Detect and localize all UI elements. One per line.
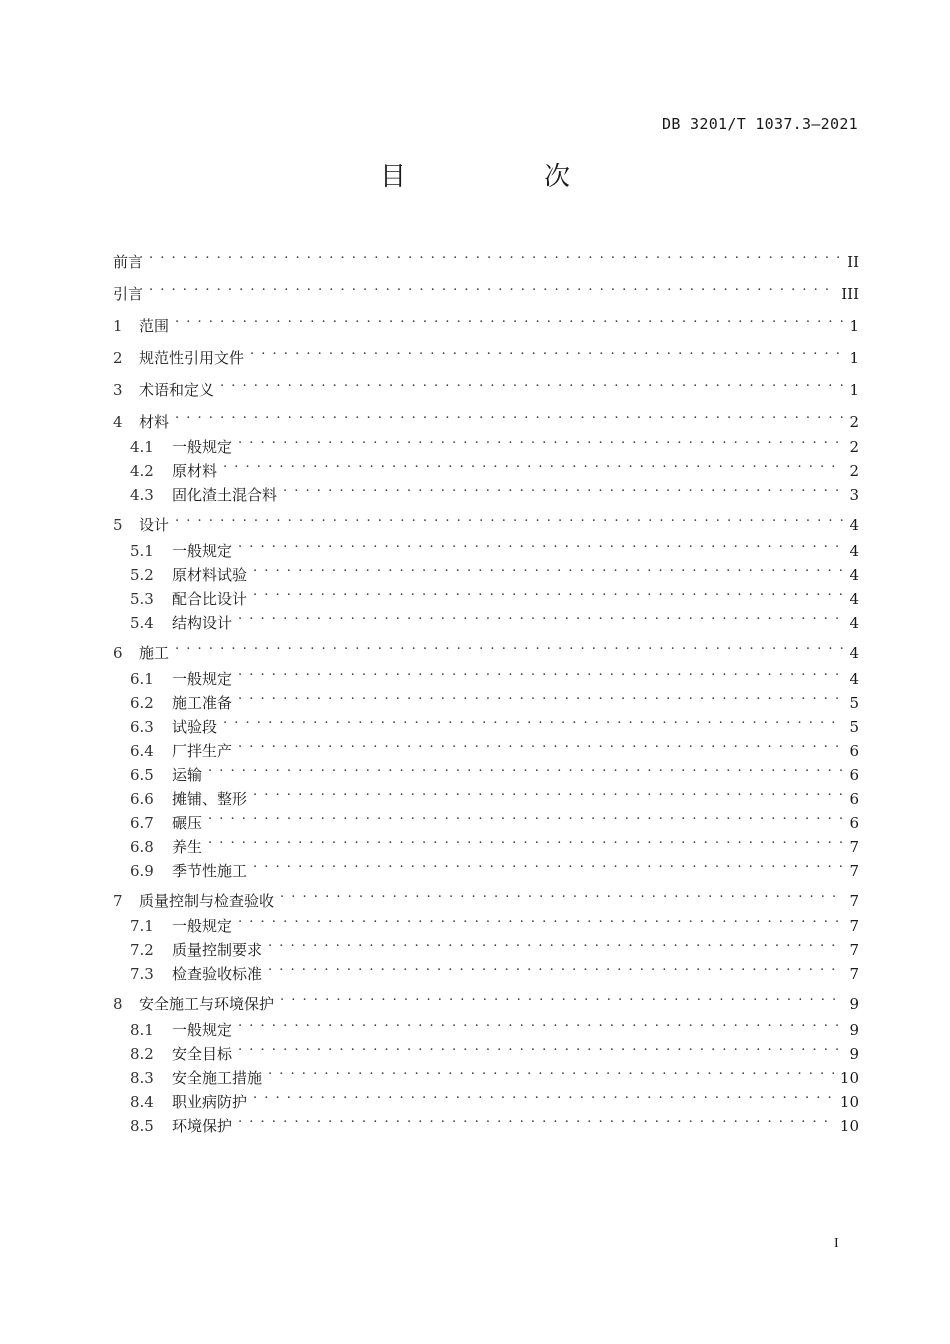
toc-entry-number: 6 [113,644,123,662]
toc-entry[interactable] [113,882,859,910]
toc-leader-dots [253,852,843,876]
toc-entry-page: 9 [849,995,859,1013]
toc-entry-number: 1 [113,317,123,335]
toc-entry-label: 施工准备 [172,694,233,712]
toc-entry-page: 6 [849,790,859,808]
toc-leader-dots [175,634,843,658]
toc-leader-dots [175,506,843,530]
toc-entry-label: 设计 [139,516,170,534]
toc-entry-page: 4 [849,566,859,584]
toc-entry[interactable] [113,604,859,632]
toc-leader-dots [238,732,843,756]
toc-entry-label: 养生 [172,838,203,856]
toc-entry[interactable] [113,955,859,983]
toc-entry-number: 7 [113,892,123,910]
toc-leader-dots [283,476,843,500]
toc-entry-label: 检查验收标准 [172,965,263,983]
toc-leader-dots [250,339,843,363]
toc-entry[interactable] [113,780,859,808]
toc-entry[interactable] [113,307,859,335]
page-number: I [834,1236,839,1251]
toc-leader-dots [268,1059,834,1083]
toc-entry-number: 6.2 [130,694,154,712]
toc-entry[interactable] [113,339,859,367]
toc-entry[interactable] [113,931,859,959]
toc-entry-label: 固化渣土混合料 [172,486,278,504]
toc-leader-dots [220,371,843,395]
toc-leader-dots [280,882,843,906]
toc-entry[interactable] [113,1059,859,1087]
toc-entry[interactable] [113,275,859,303]
toc-entry-number: 6.3 [130,718,154,736]
toc-entry-page: 6 [849,742,859,760]
toc-entry[interactable] [113,580,859,608]
toc-entry-page: 4 [849,590,859,608]
toc-entry[interactable] [113,852,859,880]
toc-leader-dots [238,428,843,452]
toc-entry-label: 一般规定 [172,1021,233,1039]
toc-entry-number: 7.2 [130,941,154,959]
toc-entry[interactable] [113,532,859,560]
toc-entry-label: 厂拌生产 [172,742,233,760]
standard-code: DB 3201/T 1037.3—2021 [662,115,858,133]
toc-entry-page: 4 [849,670,859,688]
toc-entry[interactable] [113,1083,859,1111]
toc-entry-page: 2 [849,413,859,431]
toc-entry[interactable] [113,634,859,662]
toc-leader-dots [280,985,843,1009]
toc-entry-label: 术语和定义 [139,381,215,399]
toc-leader-dots [149,275,835,299]
toc-leader-dots [208,828,843,852]
toc-entry-page: 10 [839,1117,859,1135]
toc-entry-page: II [847,253,859,271]
toc-entry-label: 一般规定 [172,670,233,688]
toc-leader-dots [208,804,843,828]
toc-leader-dots [253,580,843,604]
toc-entry-label: 原材料 [172,462,218,480]
toc-entry-label: 一般规定 [172,542,233,560]
toc-entry-page: 4 [849,614,859,632]
toc-entry-page: 2 [849,462,859,480]
toc-entry-page: 6 [849,814,859,832]
toc-entry-number: 8.2 [130,1045,154,1063]
toc-leader-dots [238,532,843,556]
toc-entry-number: 6.5 [130,766,154,784]
toc-leader-dots [253,1083,834,1107]
toc-entry-page: 2 [849,438,859,456]
toc-entry[interactable] [113,506,859,534]
toc-entry-label: 规范性引用文件 [139,349,245,367]
toc-leader-dots [238,684,843,708]
toc-leader-dots [238,604,843,628]
toc-entry-number: 2 [113,349,123,367]
toc-leader-dots [238,1011,843,1035]
toc-entry-label: 引言 [113,285,144,303]
toc-entry-number: 5.3 [130,590,154,608]
toc-entry[interactable] [113,732,859,760]
toc-entry-label: 结构设计 [172,614,233,632]
toc-entry-number: 7.3 [130,965,154,983]
toc-entry-number: 4.1 [130,438,154,456]
toc-entry[interactable] [113,476,859,504]
toc-entry-label: 摊铺、整形 [172,790,248,808]
toc-entry-label: 施工 [139,644,170,662]
toc-entry-number: 5.4 [130,614,154,632]
toc-entry-number: 3 [113,381,123,399]
toc-leader-dots [223,708,843,732]
toc-entry-page: 3 [849,486,859,504]
toc-entry-page: 5 [849,718,859,736]
toc-entry-label: 试验段 [172,718,218,736]
toc-entry[interactable] [113,1035,859,1063]
toc-leader-dots [253,780,843,804]
toc-leader-dots [175,403,843,427]
toc-entry-number: 8 [113,995,123,1013]
toc-entry[interactable] [113,907,859,935]
toc-entry-page: 1 [849,349,859,367]
toc-entry-page: 1 [849,317,859,335]
toc-leader-dots [175,307,843,331]
toc-leader-dots [208,756,843,780]
toc-leader-dots [223,452,843,476]
toc-entry-page: 4 [849,542,859,560]
toc-entry-number: 6.4 [130,742,154,760]
toc-entry-label: 质量控制与检查验收 [139,892,275,910]
toc-entry[interactable] [113,371,859,399]
toc-leader-dots [149,243,841,267]
toc-entry-label: 季节性施工 [172,862,248,880]
toc-entry-number: 6.7 [130,814,154,832]
toc-leader-dots [268,955,843,979]
page-title: 目 次 [379,162,626,192]
toc-entry[interactable] [113,403,859,431]
toc-entry-label: 一般规定 [172,438,233,456]
toc-entry[interactable] [113,985,859,1013]
toc-entry-number: 4.2 [130,462,154,480]
toc-entry-number: 5.2 [130,566,154,584]
toc-entry[interactable] [113,556,859,584]
toc-entry[interactable] [113,684,859,712]
toc-leader-dots [238,1035,843,1059]
toc-entry-label: 质量控制要求 [172,941,263,959]
toc-entry-page: 7 [849,941,859,959]
toc-entry-number: 4 [113,413,123,431]
toc-entry[interactable] [113,452,859,480]
toc-leader-dots [253,556,843,580]
toc-entry-page: 4 [849,644,859,662]
toc-entry[interactable] [113,804,859,832]
toc-entry[interactable] [113,428,859,456]
toc-entry-label: 范围 [139,317,170,335]
toc-entry-label: 配合比设计 [172,590,248,608]
toc-entry-label: 碾压 [172,814,203,832]
toc-entry-page: 9 [849,1045,859,1063]
toc-entry-label: 材料 [139,413,170,431]
toc-entry-label: 安全施工措施 [172,1069,263,1087]
toc-entry-number: 8.5 [130,1117,154,1135]
toc-entry-page: 5 [849,694,859,712]
toc-entry-number: 6.1 [130,670,154,688]
toc-entry-page: III [841,285,859,303]
toc-entry[interactable] [113,1107,859,1135]
toc-entry[interactable] [113,660,859,688]
toc-leader-dots [238,660,843,684]
toc-entry-page: 1 [849,381,859,399]
toc-leader-dots [238,1107,834,1131]
toc-entry-page: 9 [849,1021,859,1039]
toc-entry[interactable] [113,708,859,736]
toc-entry-number: 5.1 [130,542,154,560]
toc-entry-label: 前言 [113,253,144,271]
toc-entry-number: 8.4 [130,1093,154,1111]
toc-entry-number: 8.1 [130,1021,154,1039]
toc-entry-number: 4.3 [130,486,154,504]
toc-entry-label: 安全施工与环境保护 [139,995,275,1013]
toc-entry-page: 7 [849,892,859,910]
toc-entry-page: 10 [839,1069,859,1087]
toc-entry-page: 7 [849,862,859,880]
toc-entry-page: 6 [849,766,859,784]
toc-entry-page: 7 [849,917,859,935]
toc-entry-page: 7 [849,838,859,856]
toc-entry-label: 原材料试验 [172,566,248,584]
toc-entry-label: 职业病防护 [172,1093,248,1111]
toc-leader-dots [268,931,843,955]
toc-leader-dots [238,907,843,931]
toc-entry-label: 一般规定 [172,917,233,935]
toc-entry[interactable] [113,1011,859,1039]
toc-entry[interactable] [113,828,859,856]
toc-entry-page: 4 [849,516,859,534]
toc-entry-number: 8.3 [130,1069,154,1087]
toc-entry-page: 7 [849,965,859,983]
toc-entry-number: 6.9 [130,862,154,880]
toc-entry-page: 10 [839,1093,859,1111]
toc-entry-label: 安全目标 [172,1045,233,1063]
toc-entry-number: 6.8 [130,838,154,856]
toc-entry-number: 6.6 [130,790,154,808]
toc-entry[interactable] [113,756,859,784]
toc-entry-number: 7.1 [130,917,154,935]
toc-entry[interactable] [113,243,859,271]
toc-entry-number: 5 [113,516,123,534]
toc-entry-label: 环境保护 [172,1117,233,1135]
toc-entry-label: 运输 [172,766,203,784]
